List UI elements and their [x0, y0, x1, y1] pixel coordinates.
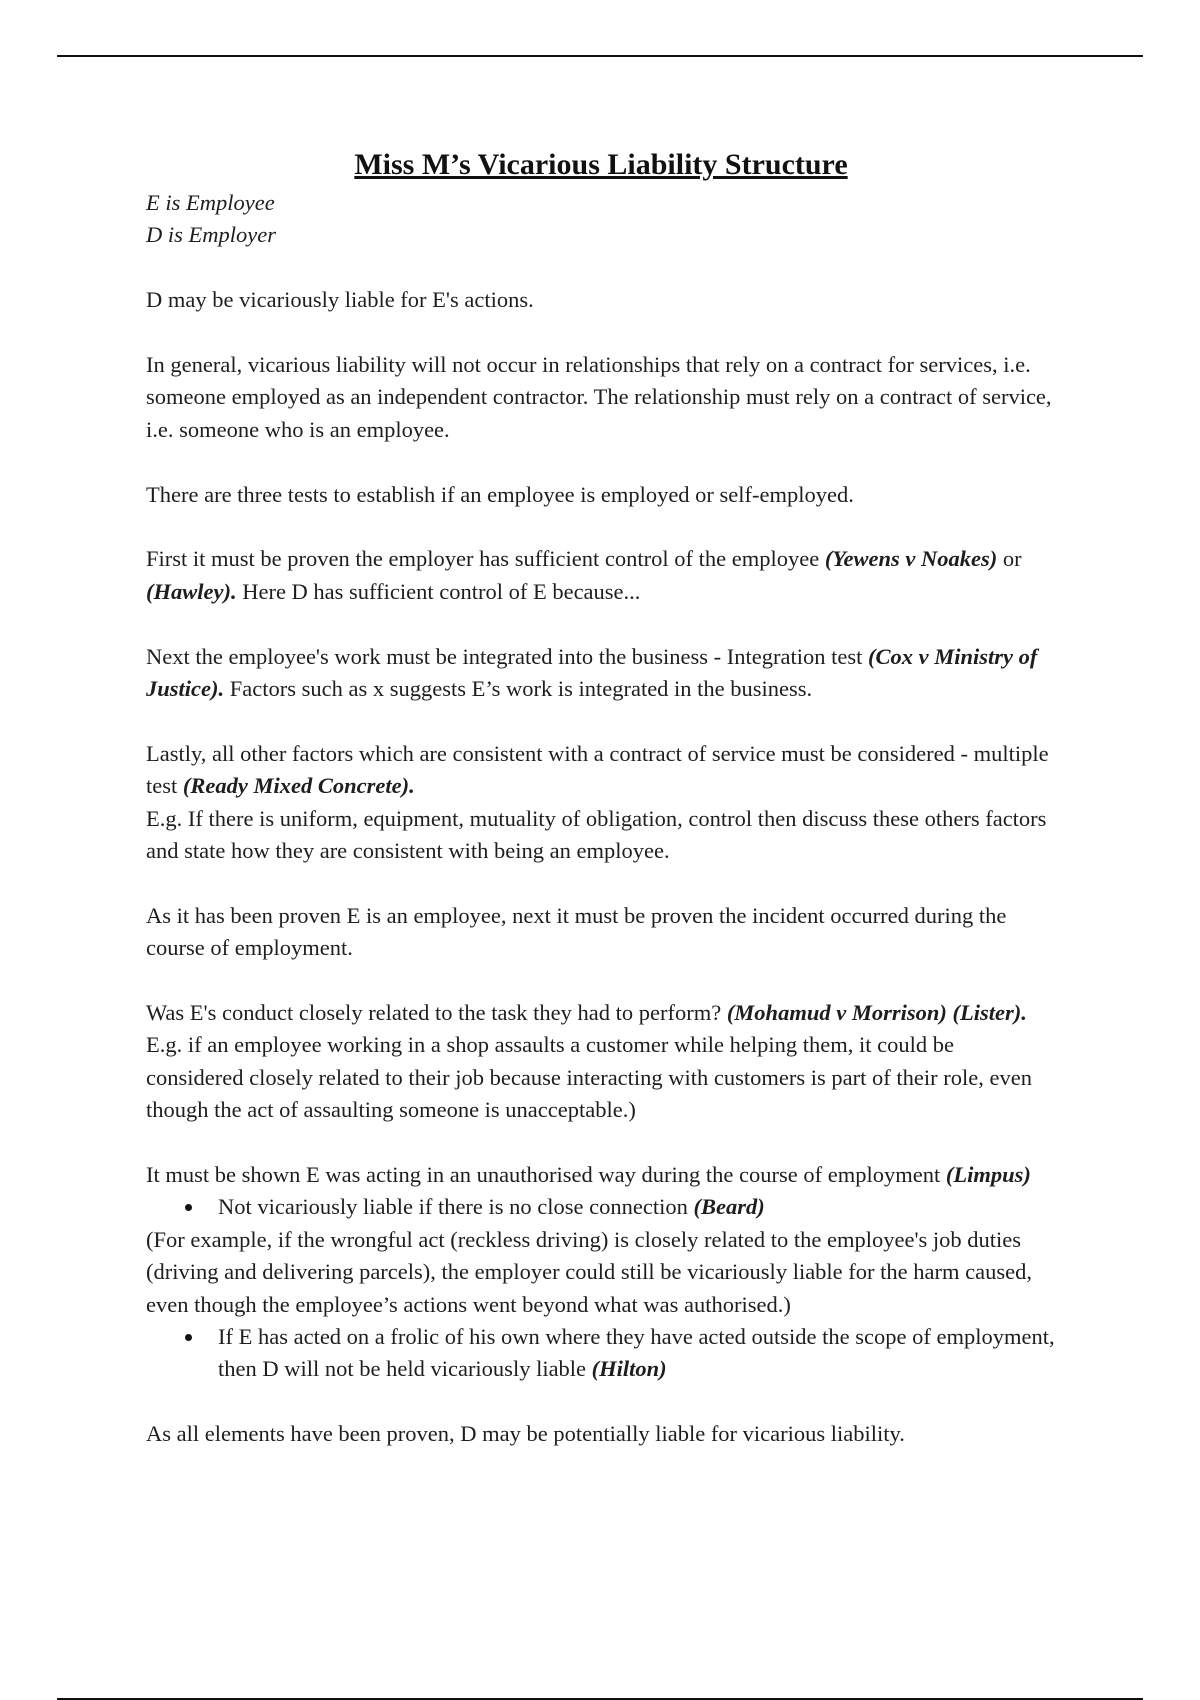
bullet-list-2 — [146, 1321, 1056, 1386]
case-beard: (Beard) — [693, 1194, 765, 1220]
case-ready-mixed-concrete: (Ready Mixed Concrete). — [182, 773, 415, 799]
paragraph-integration-test — [146, 641, 1056, 706]
document-title: Miss M’s Vicarious Liability Structure — [354, 148, 848, 181]
close-connection-text: Was E's conduct closely related to the task they had to perform? — [146, 1000, 727, 1026]
paragraph-conclusion: As all elements have been proven, D may be potentially liable for vicarious liability. — [146, 1421, 905, 1447]
bullet-close-connection-text: Not vicariously liable if there is no close connection — [218, 1194, 694, 1220]
paragraph-driving-example: (For example, if the wrongful act (reckless driving) is closely related to the employee's job duties (driving and delivering parcels), the employer could still be vicariously liable for the harm caused, even though the employee’s actions went beyond what was authorised.) — [146, 1226, 1032, 1317]
definitions — [146, 187, 1056, 252]
case-yewens-v-noakes: (Yewens v Noakes) — [824, 546, 998, 572]
bullet-frolic-text: If E has acted on a frolic of his own where they have acted outside the scope of employment, then D will not be held vicariously liable — [218, 1324, 1055, 1382]
bullet-list-1 — [146, 1191, 1056, 1223]
control-test-or: or — [997, 546, 1022, 572]
paragraph-control-test — [146, 543, 1056, 608]
control-test-conclusion: Here D has sufficient control of E because... — [236, 578, 641, 604]
integration-test-conclusion: Factors such as x suggests E’s work is integrated in the business. — [224, 676, 813, 702]
paragraph-multiple-test-example: E.g. If there is uniform, equipment, mutuality of obligation, control then discuss these others factors and state how they are consistent with being an employee. — [146, 805, 1047, 864]
paragraph-three-tests: There are three tests to establish if an employee is employed or self-employed. — [146, 481, 854, 507]
document-body — [146, 143, 1056, 1483]
paragraph-close-connection-example: E.g. if an employee working in a shop assaults a customer while helping them, it could be considered closely related to their job because interacting with customers is part of their role, even though the act of assaulting someone is unacceptable.) — [146, 1032, 1032, 1123]
paragraph-course-of-employment: As it has been proven E is an employee, next it must be proven the incident occurred during the course of employment. — [146, 902, 1007, 961]
header-rule — [57, 55, 1143, 57]
list-item — [218, 1321, 1056, 1386]
case-mohamud-lister: (Mohamud v Morrison) (Lister). — [726, 1000, 1027, 1026]
case-hilton: (Hilton) — [591, 1356, 667, 1382]
control-test-text: First it must be proven the employer has sufficient control of the employee — [146, 546, 825, 572]
paragraph-contract-types: In general, vicarious liability will not occur in relationships that rely on a contract for services, i.e. someone employed as an independent contractor. The relationship must rely on a contract of service, i.e. someone who is an employee. — [146, 352, 1052, 442]
case-limpus: (Limpus) — [945, 1162, 1031, 1188]
case-cox-v-moj: (Cox v Ministry of Justice). — [146, 643, 1038, 702]
multiple-test-text: Lastly, all other factors which are consistent with a contract of service must be considered - multiple test — [146, 740, 1049, 799]
list-item — [218, 1191, 1056, 1223]
paragraph-multiple-test — [146, 738, 1056, 803]
paragraph-close-connection — [146, 997, 1056, 1029]
unauthorised-way-text: It must be shown E was acting in an unauthorised way during the course of employment — [146, 1162, 946, 1188]
case-hawley: (Hawley). — [146, 578, 237, 604]
definition-employer: D is Employer — [146, 222, 276, 248]
definition-employee: E is Employee — [146, 190, 275, 215]
paragraph-liability-intro: D may be vicariously liable for E's actions. — [146, 287, 534, 313]
integration-test-text: Next the employee's work must be integrated into the business - Integration test — [146, 643, 869, 669]
paragraph-unauthorised-way — [146, 1159, 1056, 1191]
